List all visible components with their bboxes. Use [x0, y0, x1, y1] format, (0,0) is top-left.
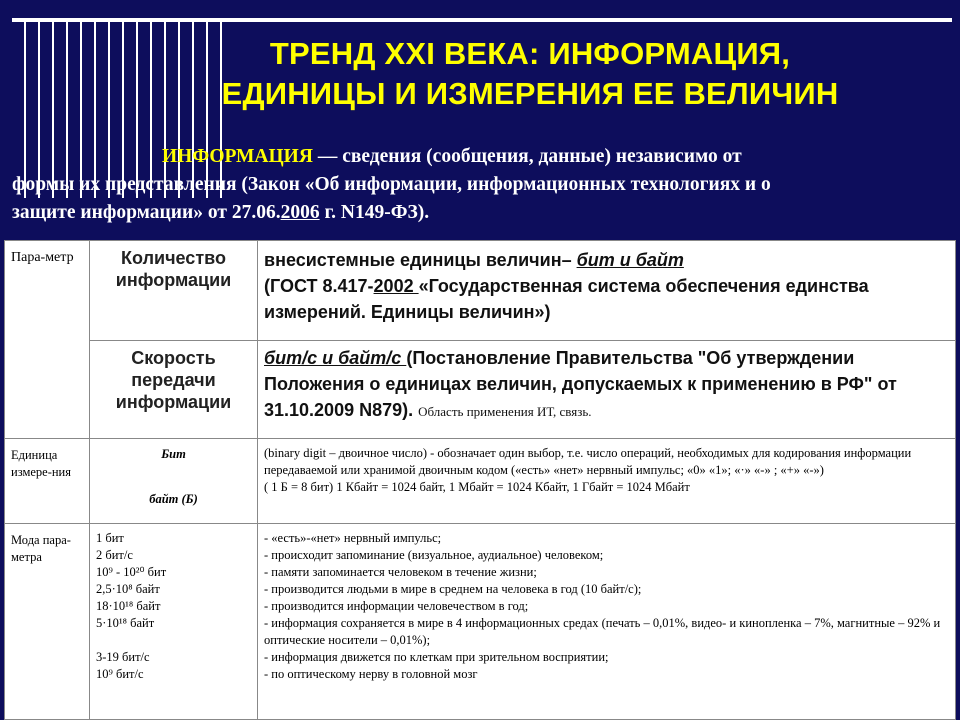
table-row — [5, 439, 956, 524]
mode-item: - по оптическому нерву в головной мозг — [264, 667, 478, 681]
desc-units: бит и байт — [576, 250, 684, 270]
mode-param-label: Мода пара-метра — [11, 533, 71, 564]
mode-item: - информация движется по клеткам при зрительном восприятии; — [264, 650, 609, 664]
slide-header — [0, 0, 960, 240]
mode-value: 18·10¹⁸ байт — [96, 599, 161, 613]
definition-year: 2006 — [280, 202, 320, 223]
quantity-desc-cell — [258, 241, 956, 341]
definition — [12, 143, 952, 227]
table-row — [5, 241, 956, 341]
desc-text: внесистемные единицы величин– — [264, 250, 577, 270]
definition-text-3: защите информации» от 27.06. — [12, 202, 281, 223]
rate-units: бит/с и байт/с — [264, 348, 407, 368]
rate-scope: Область применения ИТ, связь. — [418, 404, 592, 419]
param-cell — [5, 241, 90, 439]
desc-text-c: «Государственная система обеспечения единства измерений. Единицы величин») — [264, 276, 869, 322]
mode-value: 1 бит — [96, 531, 124, 545]
rate-name-cell — [90, 341, 258, 439]
mode-value: 10⁹ - 10²⁰ бит — [96, 565, 167, 579]
bit-label: Бит — [161, 447, 186, 461]
mode-value: 5·10¹⁸ байт — [96, 616, 155, 630]
definition-text-2: формы их представления (Закон «Об информации, информационных технологиях и о — [12, 174, 771, 195]
rate-name: Скорость передачи информации — [115, 348, 232, 412]
slide-title — [140, 34, 920, 114]
quantity-name-cell — [90, 241, 258, 341]
mode-item: - памяти запоминается человеком в течение жизни; — [264, 565, 537, 579]
mode-value — [96, 632, 251, 649]
mode-value: 2,5·10⁸ байт — [96, 582, 160, 596]
quantity-name: Количество информации — [115, 248, 232, 290]
unit-name-cell — [90, 439, 258, 524]
mode-value: 2 бит/с — [96, 548, 133, 562]
mode-item: - «есть»-«нет» нервный импульс; — [264, 531, 442, 545]
definition-text-3b: г. N149-ФЗ). — [319, 202, 430, 223]
title-line-1: ТРЕНД XXI ВЕКА: ИНФОРМАЦИЯ, — [269, 36, 791, 71]
mode-param-cell — [5, 524, 90, 720]
desc-text-b: (ГОСТ 8.417- — [264, 276, 374, 296]
decor-horizontal-line — [12, 18, 952, 22]
param-label: Пара-метр — [11, 250, 74, 265]
unit-param-label: Единица измере-ния — [11, 448, 71, 479]
mode-values-cell — [90, 524, 258, 720]
unit-param-cell — [5, 439, 90, 524]
rate-desc: (Постановление Правительства "Об утверждении Положения о единицах величин, допускаемых к применению в РФ" от 31.10.2009 N879). — [264, 348, 897, 420]
mode-item: - производится информации человечеством в год; — [264, 599, 529, 613]
table-row — [5, 341, 956, 439]
title-line-2: ЕДИНИЦЫ И ИЗМЕРЕНИЯ ЕЕ ВЕЛИЧИН — [221, 76, 839, 111]
desc-year: 2002 — [373, 276, 419, 296]
definition-term: ИНФОРМАЦИЯ — [162, 146, 313, 167]
unit-conversion: ( 1 Б = 8 бит) 1 Кбайт = 1024 байт, 1 Мбайт = 1024 Кбайт, 1 Гбайт = 1024 Мбайт — [264, 480, 690, 494]
mode-item: - производится людьми в мире в среднем на человека в год (10 байт/с); — [264, 582, 642, 596]
table-row — [5, 524, 956, 720]
byte-label: байт (Б) — [149, 492, 198, 506]
definition-text-1: — сведения (сообщения, данные) независимо от — [312, 146, 742, 167]
mode-value: 3-19 бит/с — [96, 650, 150, 664]
mode-item: - информация сохраняется в мире в 4 информационных средах (печать – 0,01%, видео- и кинопленка – 7%, магнитные – 92% и оптические носители – 0,01%); — [264, 616, 941, 647]
unit-desc-cell — [258, 439, 956, 524]
units-table — [4, 240, 956, 720]
unit-desc: (binary digit – двоичное число) - обозначает один выбор, т.е. число операций, необходимых для кодирования информации передаваемой или хранимой двоичным кодом («есть» «нет» нервный импульс; «0» «1»; «·» «-» ; «+» «-») — [264, 446, 912, 477]
mode-desc-cell — [258, 524, 956, 720]
mode-value: 10⁹ бит/с — [96, 667, 144, 681]
mode-item: - происходит запоминание (визуальное, аудиальное) человеком; — [264, 548, 604, 562]
rate-desc-cell — [258, 341, 956, 439]
